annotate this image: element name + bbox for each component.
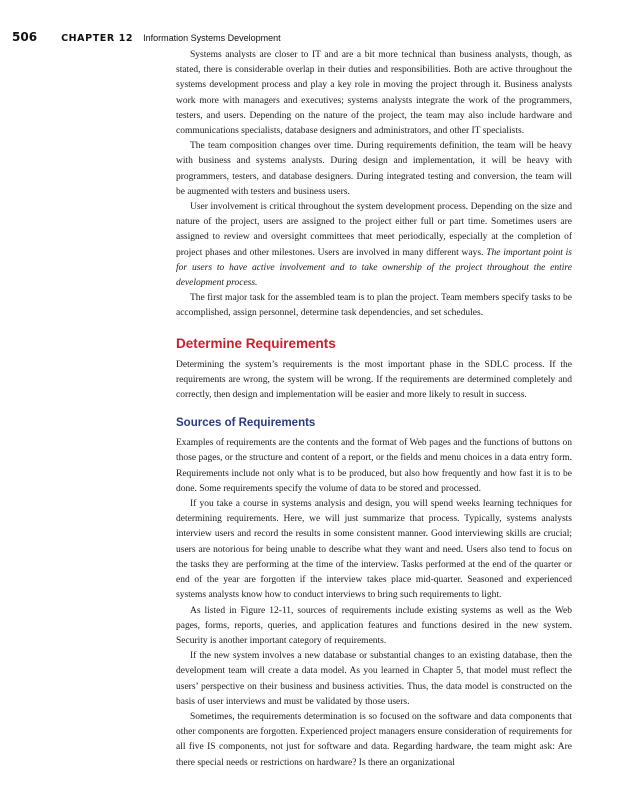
body-paragraph: The team composition changes over time. During requirements definition, the team will be heavy with business and systems analysts. During design and implementation, it will be heavy with programmers, testers, and database designers. During integrated testing and conversion, the team will be augmented with testers and business users.	[176, 141, 572, 197]
user-involvement-paragraph	[176, 200, 572, 291]
involvement-emphasis: The important point is for users to have active involvement and to take ownership of the project throughout the entire development process.	[176, 247, 573, 289]
page-number: 506	[12, 30, 38, 44]
body-paragraph: As listed in Figure 12-11, sources of requirements include existing systems as well as the Web pages, forms, reports, queries, and application features and functions desired in the new system. Security is another important category of requirements.	[176, 605, 572, 646]
body-paragraph: If the new system involves a new database or substantial changes to an existing database, then the development team will create a data model. As you learned in Chapter 5, that model must reflect the users’ perspective on their business and business activities. Thus, the data model is constructed on the basis of user interviews and must be validated by those users.	[176, 651, 572, 707]
subsection-heading: Sources of Requirements	[176, 417, 316, 430]
chapter-title: Information Systems Development	[143, 33, 281, 43]
involvement-text: User involvement is critical throughout the system development process. Depending on the size and nature of the project, users are assigned to the project either full or part time. Sometimes users are assigned to review and oversight committees that meet periodically, especially at the completion of project phases and other milestones. Users are involved in many different ways.	[176, 202, 572, 258]
body-paragraph: Sometimes, the requirements determination is so focused on the software and data components that other components are forgotten. Experienced project managers ensure consideration of requirements for all five IS components, not just for software and data. Regarding hardware, the team might ask: Are there special needs or restrictions on hardware? Is there an organizational	[176, 711, 572, 768]
running-header	[12, 30, 281, 44]
section-heading: Determine Requirements	[176, 335, 336, 351]
page-body	[176, 48, 572, 771]
chapter-label: CHAPTER 12	[61, 33, 134, 44]
body-paragraph: Examples of requirements are the contents and the format of Web pages and the functions of buttons on those pages, or the structure and content of a report, or the fields and menu choices in a data entry form. Requirements include not only what is to be produced, but also how frequently and how fast it is to be done. Some requirements specify the volume of data to be stored and processed.	[176, 438, 572, 494]
body-paragraph: Determining the system’s requirements is the most important phase in the SDLC process. If the requirements are wrong, the system will be wrong. If the requirements are determined completely and correctly, then design and implementation will be easier and more likely to result in success.	[176, 359, 572, 401]
body-paragraph: Systems analysts are closer to IT and are a bit more technical than business analysts, though, as stated, there is considerable overlap in their duties and responsibilities. Both are active throughout the systems development process and play a key role in moving the project through it. Business analysts work more with managers and executives; systems analysts integrate the work of the programmers, testers, and users. Depending on the nature of the project, the team may also include hardware and communications specialists, database designers and administrators, and other IT specialists.	[176, 50, 572, 137]
body-paragraph: If you take a course in systems analysis and design, you will spend weeks learning techniques for determining requirements. Here, we will just summarize that process. Typically, systems analysts interview users and record the results in some consistent manner. Good interviewing skills are crucial; users are notorious for being unable to describe what they want and need. Users also tend to focus on the tasks they are performing at the time of the interview. Tasks performed at the end of the quarter or end of the year are forgotten if the interview takes place mid-quarter. Seasoned and experienced systems analysts know how to conduct interviews to bring such requirements to light.	[176, 499, 572, 601]
body-paragraph: The first major task for the assembled team is to plan the project. Team members specify tasks to be accomplished, assign personnel, determine task dependencies, and set schedules.	[176, 293, 572, 319]
